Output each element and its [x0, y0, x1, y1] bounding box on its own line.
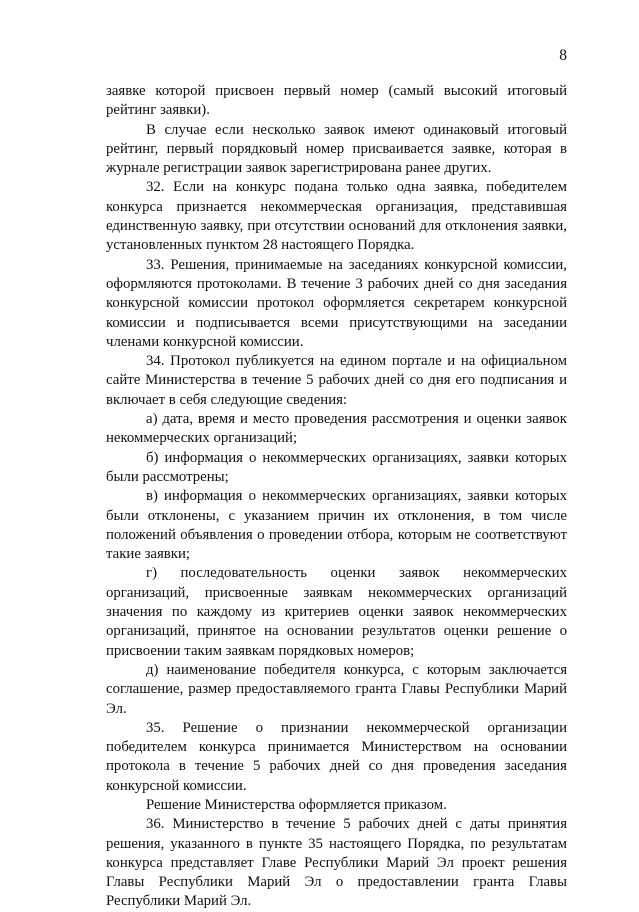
paragraph-item-33: 33. Решения, принимаемые на заседаниях конкурсной комиссии, оформляются протоколами. В течение 3 рабочих дней со дня заседания конкурсной комиссии протокол оформляется секретарем конкурсной комиссии и подписывается всеми присутствующими на заседании членами конкурсной комиссии. — [106, 256, 567, 350]
paragraph-item-32: 32. Если на конкурс подана только одна заявка, победителем конкурса признается некоммерческая организация, представившая единственную заявку, при отсутствии оснований для отклонения заявки, установленных пунктом 28 настоящего Порядка. — [106, 179, 567, 254]
paragraph-item-36: 36. Министерство в течение 5 рабочих дней с даты принятия решения, указанного в пункте 35 настоящего Порядка, по результатам конкурса представляет Главе Республики Марий Эл проект решения Главы Республики Марий Эл о предоставлении гранта Главы Республики Марий Эл. — [106, 816, 567, 910]
subitem-d: д) наименование победителя конкурса, с которым заключается соглашение, размер предоставляемого гранта Главы Республики Марий Эл. — [106, 661, 567, 717]
subitem-a: а) дата, время и место проведения рассмотрения и оценки заявок некоммерческих организаций; — [106, 411, 567, 447]
paragraph-item-34: 34. Протокол публикуется на едином портале и на официальном сайте Министерства в течение 5 рабочих дней со дня его подписания и включает в себя следующие сведения: — [106, 353, 567, 408]
paragraph: заявке которой присвоен первый номер (самый высокий итоговый рейтинг заявки). — [106, 83, 567, 119]
subitem-b: б) информация о некоммерческих организациях, заявки которых были рассмотрены; — [106, 449, 567, 485]
paragraph-item-35: 35. Решение о признании некоммерческой организации победителем конкурса принимается Министерством на основании протокола в течение 5 рабочих дней со дня проведения заседания конкурсной комиссии. — [106, 719, 567, 794]
document-body — [106, 82, 567, 912]
subitem-v: в) информация о некоммерческих организациях, заявки которых были отклонены, с указанием причин их отклонения, в том числе положений объявления о проведении отбора, которым не соответствуют такие заявки; — [106, 488, 567, 563]
paragraph: В случае если несколько заявок имеют одинаковый итоговый рейтинг, первый порядковый номер присваивается заявке, которая в журнале регистрации заявок зарегистрирована ранее других. — [106, 121, 567, 177]
paragraph: Решение Министерства оформляется приказом. — [146, 796, 447, 813]
subitem-g: г) последовательность оценки заявок некоммерческих организаций, присвоенные заявкам некоммерческих организаций значения по каждому из критериев оценки заявок некоммерческих организаций, принятое на основании результатов оценки решение о присвоении таким заявкам порядковых номеров; — [106, 565, 567, 659]
page-number: 8 — [559, 47, 567, 64]
